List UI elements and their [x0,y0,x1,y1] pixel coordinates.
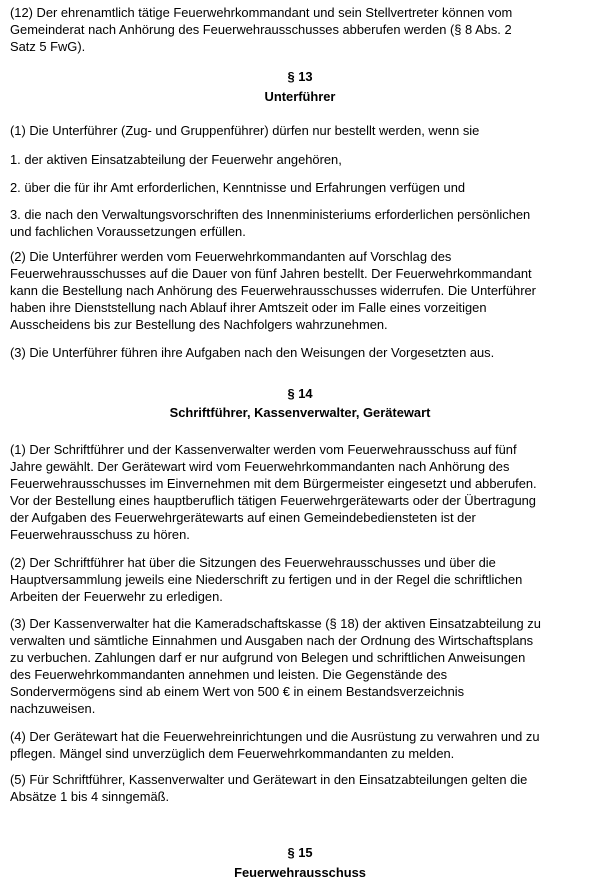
text-line: Jahre gewählt. Der Gerätewart wird vom Feuerwehrkommandanten nach Anhörung des [10,459,510,474]
text-line: Gemeinderat nach Anhörung des Feuerwehrausschusses abberufen werden (§ 8 Abs. 2 [10,22,512,37]
text-line: Vor der Bestellung eines hauptberuflich tätigen Feuerwehrgerätewarts oder der Übertragung [10,493,536,508]
text-line: verwalten und sämtliche Einnahmen und Ausgaben nach der Ordnung des Wirtschaftsplans [10,633,534,648]
text-line: des Feuerwehrkommandanten annehmen und leisten. Die Gegenstände des [10,667,448,682]
section-13-title: Unterführer [264,89,336,104]
text-line: Feuerwehrausschusses auf die Dauer von fünf Jahren bestellt. Der Feuerwehrkommandant [10,266,532,281]
text-line: (4) Der Gerätewart hat die Feuerwehreinrichtungen und die Ausrüstung zu verwahren und zu [10,729,540,744]
text-line: der Aufgaben des Feuerwehrgerätewarts auf einen Gemeindebediensteten ist der [10,510,476,525]
text-line: Sondervermögens sind ab einem Wert von 500 € in einem Bestandsverzeichnis [10,684,465,699]
section-14-number: § 14 [287,386,313,401]
s13-paragraph-3: (3) Die Unterführer führen ihre Aufgaben nach den Weisungen der Vorgesetzten aus. [10,345,495,360]
s13-item-3 [10,206,590,240]
s14-paragraph-5 [10,771,590,805]
paragraph-12 [10,4,590,55]
section-13-number: § 13 [287,69,313,84]
s14-paragraph-4 [10,728,590,762]
text-line: Satz 5 FwG). [10,39,86,54]
s14-paragraph-2 [10,554,590,605]
text-line: Hauptversammlung jeweils eine Niederschrift zu fertigen und in der Regel die schriftlichen [10,572,523,587]
text-line: (2) Der Schriftführer hat über die Sitzungen des Feuerwehrausschusses und über die [10,555,496,570]
s13-item-2: 2. über die für ihr Amt erforderlichen, Kenntnisse und Erfahrungen verfügen und [10,180,466,195]
s14-paragraph-3 [10,615,590,717]
text-line: (3) Der Kassenverwalter hat die Kameradschaftskasse (§ 18) der aktiven Einsatzabteilung zu [10,616,541,631]
text-line: Feuerwehrausschusses im Einvernehmen mit dem Bürgermeister eingesetzt und abberufen. [10,476,537,491]
text-line: (5) Für Schriftführer, Kassenverwalter und Gerätewart in den Einsatzabteilungen gelten die [10,772,528,787]
text-line: 3. die nach den Verwaltungsvorschriften des Innenministeriums erforderlichen persönlichen [10,207,531,222]
section-14-title: Schriftführer, Kassenverwalter, Gerätewart [169,405,431,420]
s13-paragraph-1: (1) Die Unterführer (Zug- und Gruppenführer) dürfen nur bestellt werden, wenn sie [10,123,480,138]
text-line: (1) Der Schriftführer und der Kassenverwalter werden vom Feuerwehrausschuss auf fünf [10,442,517,457]
s14-paragraph-1 [10,441,590,543]
text-line: kann die Bestellung nach Anhörung des Feuerwehrausschusses widerrufen. Die Unterführer [10,283,536,298]
text-line: (2) Die Unterführer werden vom Feuerwehrkommandanten auf Vorschlag des [10,249,452,264]
text-line: Feuerwehrausschuss zu hören. [10,527,190,542]
text-line: haben ihre Dienststellung nach Ablauf ihrer Amtszeit oder im Falle eines vorzeitigen [10,300,487,315]
text-line: Absätze 1 bis 4 sinngemäß. [10,789,170,804]
text-line: (12) Der ehrenamtlich tätige Feuerwehrkommandant und sein Stellvertreter können vom [10,5,513,20]
text-line: nachzuweisen. [10,701,96,716]
text-line: Arbeiten der Feuerwehr zu erledigen. [10,589,223,604]
s13-item-1: 1. der aktiven Einsatzabteilung der Feuerwehr angehören, [10,152,342,167]
text-line: pflegen. Mängel sind unverzüglich dem Feuerwehrkommandanten zu melden. [10,746,455,761]
section-15-title: Feuerwehrausschuss [234,865,366,880]
text-line: Ausscheidens bis zur Bestellung des Nachfolgers wahrzunehmen. [10,317,388,332]
s13-paragraph-2 [10,248,590,333]
text-line: zu verbuchen. Zahlungen darf er nur aufgrund von Belegen und schriftlichen Anweisungen [10,650,526,665]
text-line: und fachlichen Voraussetzungen erfüllen. [10,224,246,239]
section-15-number: § 15 [287,845,313,860]
